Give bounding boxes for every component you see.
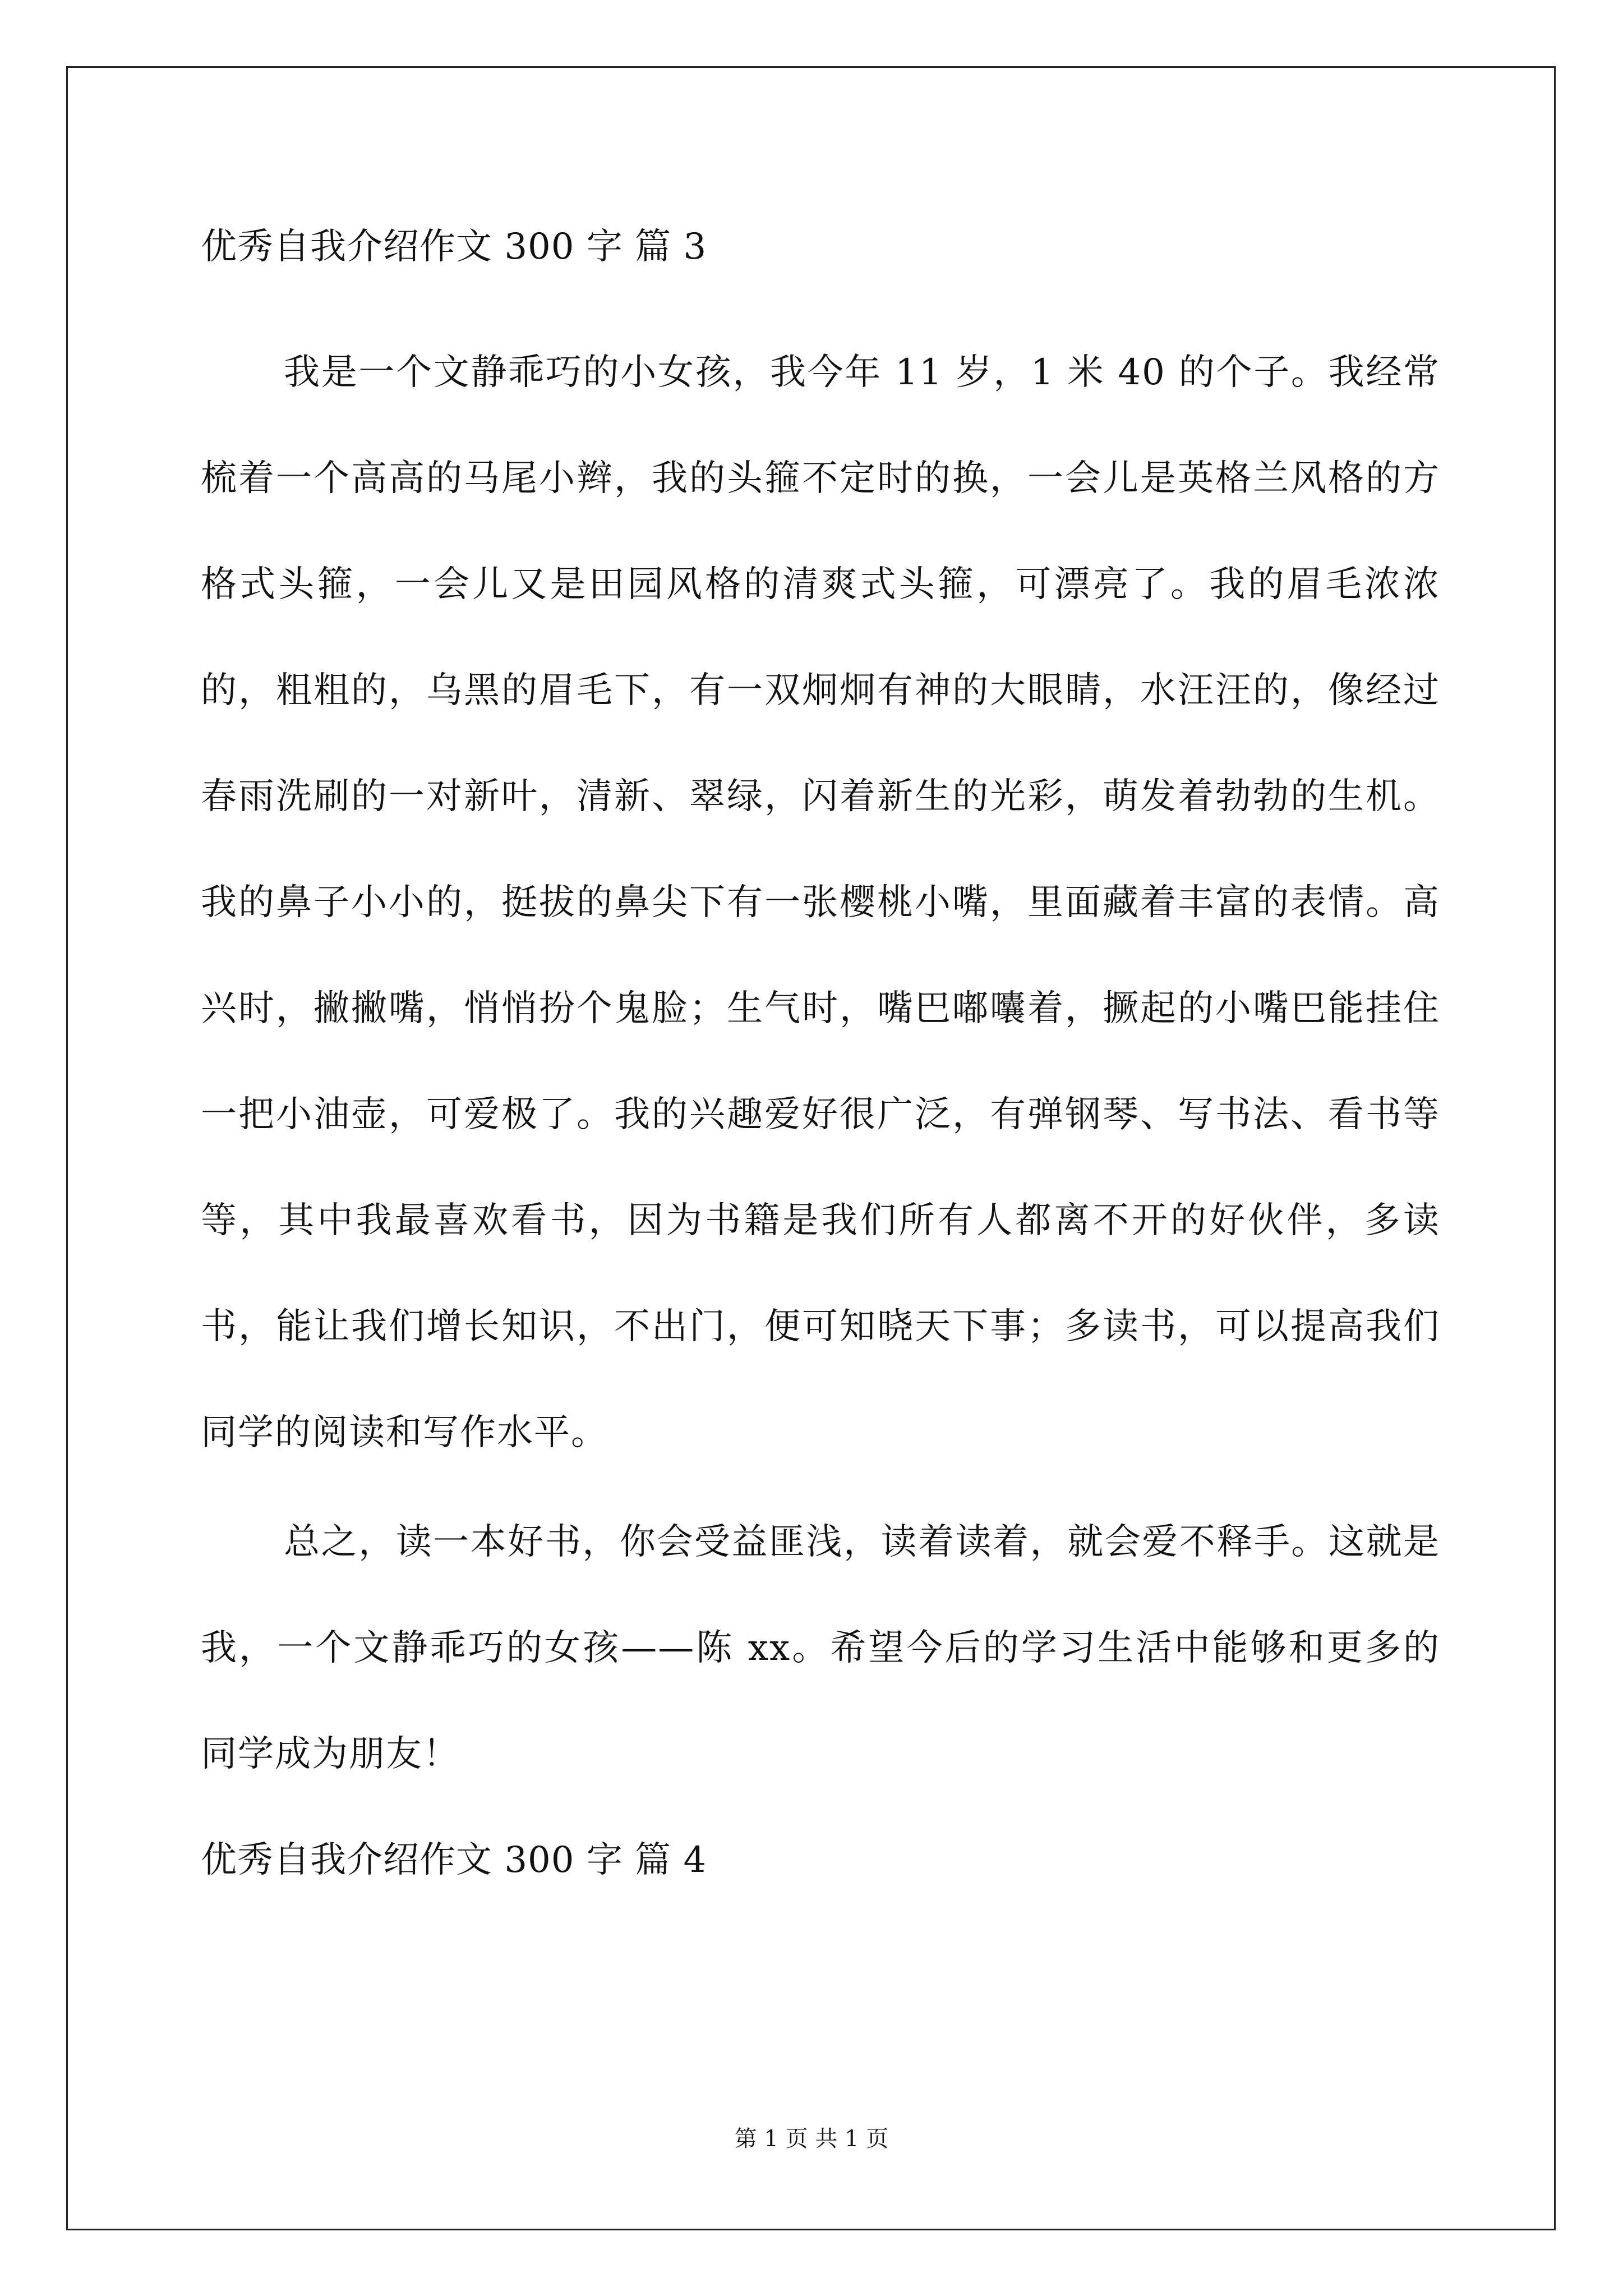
paragraph-2: 总之，读一本好书，你会受益匪浅，读着读着，就会爱不释手。这就是我，一个文静乖巧的女孩——陈 xx。希望今后的学习生活中能够和更多的同学成为朋友！ xyxy=(201,1521,1440,1775)
page-footer: 第 1 页 共 1 页 xyxy=(734,2126,889,2152)
paragraph-1: 我是一个文静乖巧的小女孩，我今年 11 岁，1 米 40 的个子。我经常梳着一个高高的马尾小辫，我的头箍不定时的换，一会儿是英格兰风格的方格式头箍，一会儿又是田园风格的清爽式头箍，可漂亮了。我的眉毛浓浓的，粗粗的，乌黑的眉毛下，有一双炯炯有神的大眼睛，水汪汪的，像经过春雨洗刷的一对新叶，清新、翠绿，闪着新生的光彩，萌发着勃勃的生机。我的鼻子小小的，挺拔的鼻尖下有一张樱桃小嘴，里面藏着丰富的表情。高兴时，撇撇嘴，悄悄扮个鬼脸；生气时，嘴巴嘟囔着，撅起的小嘴巴能挂住一把小油壶，可爱极了。我的兴趣爱好很广泛，有弹钢琴、写书法、看书等等，其中我最喜欢看书，因为书籍是我们所有人都离不开的好伙伴，多读书，能让我们增长知识，不出门，便可知晓天下事；多读书，可以提高我们同学的阅读和写作水平。 xyxy=(201,352,1440,1453)
section-3-title: 优秀自我介绍作文 300 字 篇 3 xyxy=(201,226,707,268)
section-4-title: 优秀自我介绍作文 300 字 篇 4 xyxy=(201,1839,707,1881)
document-body xyxy=(201,219,1440,1888)
